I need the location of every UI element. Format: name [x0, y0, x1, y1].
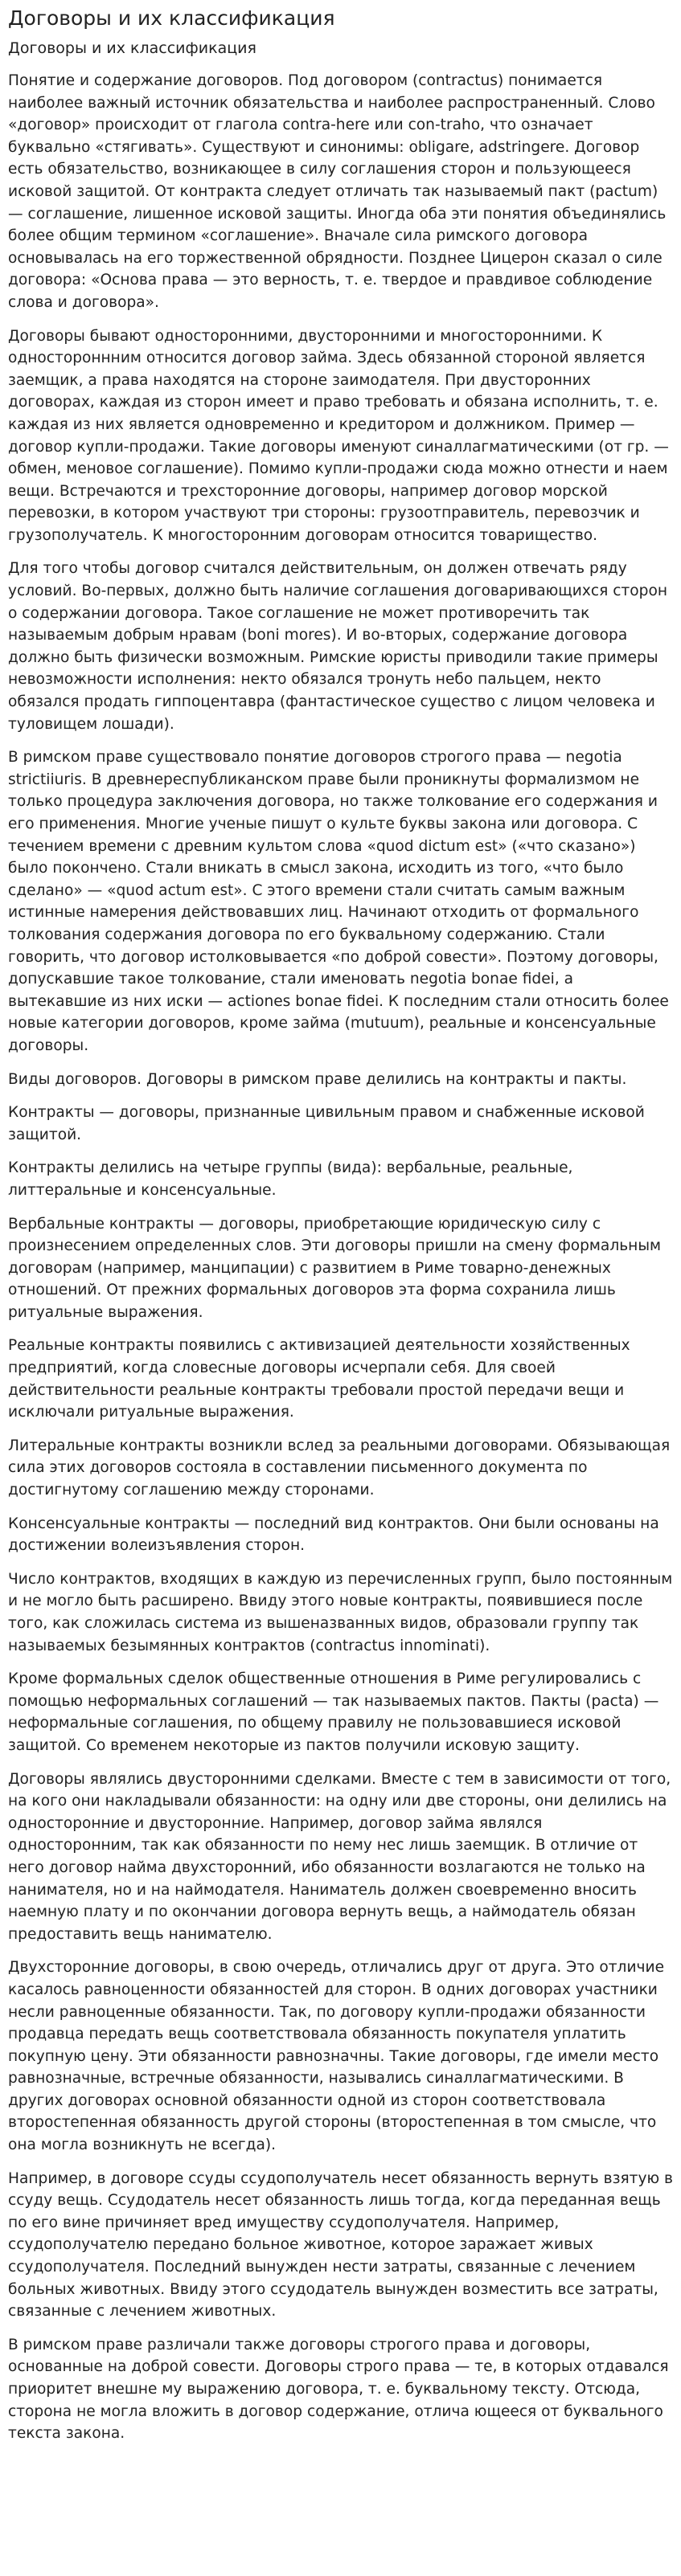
paragraph: Контракты — договоры, признанные цивильным правом и снабженные исковой защитой.: [8, 1104, 645, 1143]
paragraph: В римском праве различали также договоры строгого права и договоры, основанные на доброй совести. Договоры строго права — те, в которых отдавался приоритет внешне му выражению договора, т. е. буквальному тексту. Отсюда, сторона не могла вложить в договор содержание, отлича ющееся от буквального текста закона.: [8, 2336, 669, 2443]
paragraph: Литеральные контракты возникли вслед за реальными договорами. Обязывающая сила этих договоров состояла в составлении письменного документа по достигнутому соглашению между сторонами.: [8, 1437, 671, 1499]
paragraph: Договоры являлись двусторонними сделками. Вместе с тем в зависимости от того, на кого они накладывали обязанности: на одну или две стороны, они делились на односторонние и двусторонние. Например, договор займа являлся односторонним, так как обязанности по нему нес лишь заемщик. В отличие от него договор найма двухсторонний, ибо обязанности возлагаются не только на нанимателя, но и на наймодателя. Наниматель должен своевременно вносить наемную плату и по окончании договора вернуть вещь, а наймодатель обязан предоставить вещь нанимателю.: [8, 1770, 671, 1943]
paragraph: Вербальные контракты — договоры, приобретающие юридическую силу с произнесением определенных слов. Эти договоры пришли на смену формальным договорам (например, манципации) с развитием в Риме товарно-денежных отношений. От прежних формальных договоров эта форма сохранила лишь ритуальные выражения.: [8, 1215, 662, 1321]
article-subtitle: Договоры и их классификация: [8, 39, 256, 57]
paragraph: Договоры бывают односторонними, двусторонними и многосторонними. К одностороннним относится договор займа. Здесь обязанной стороной является заемщик, а права находятся на стороне заимодателя. При двусторонних договорах, каждая из сторон имеет и право требовать и обязана исполнить, т. е. каждая из них является одновременно и кредитором и должником. Пример — договор купли-продажи. Такие договоры именуют синаллагматическими (от гр. — обмен, меновое соглашение). Помимо купли-продажи сюда можно отнести и наем вещи. Встречаются и трехсторонние договоры, например договор морской перевозки, в котором участвуют три стороны: грузоотправитель, перевозчик и грузополучатель. К многосторонним договорам относится товарищество.: [8, 327, 669, 544]
paragraph: Двухсторонние договоры, в свою очередь, отличались друг от друга. Это отличие касалось равноценности обязанностей для сторон. В одних договорах участники несли равноценные обязанности. Так, по договору купли-продажи обязанности продавца передать вещь соответствовала обязанность покупателя уплатить покупную цену. Эти обязанности равнозначны. Такие договоры, где имели место равнозначные, встречные обязанности, назывались синаллагматическими. В других договорах основной обязанности одной из сторон соответствовала второстепенная обязанность другой стороны (второстепенная в том смысле, что она могла возникнуть не всегда).: [8, 1959, 665, 2154]
paragraph: Например, в договоре ссуды ссудополучатель несет обязанность вернуть взятую в ссуду вещь. Ссудодатель несет обязанность лишь тогда, когда переданная вещь по его вине причиняет вред имуществу ссудополучателя. Например, ссудополучателю передано больное животное, которое заражает живых ссудополучателя. Последний вынужден нести затраты, связанные с лечением больных животных. Ввиду этого ссудодатель вынужден возместить все затраты, связанные с лечением животных.: [8, 2169, 674, 2320]
paragraph: Число контрактов, входящих в каждую из перечисленных групп, было постоянным и не могло быть расширено. Ввиду этого новые контракты, появившиеся после того, как сложилась система из вышеназванных видов, образовали группу так называемых безымянных контрактов (contractus innominati).: [8, 1570, 673, 1654]
paragraph: Кроме формальных сделок общественные отношения в Риме регулировались с помощью неформальных соглашений — так называемых пактов. Пакты (pacta) — неформальные соглашения, по общему правилу не пользовавшиеся исковой защитой. Со временем некоторые из пактов получили исковую защиту.: [8, 1670, 659, 1754]
paragraph: Виды договоров. Договоры в римском праве делились на контракты и пакты.: [8, 1070, 627, 1088]
paragraph: В римском праве существовало понятие договоров строгого права — negotia strictiiuris. В древнереспубликанском праве были проникнуты формализмом не только процедура заключения договора, но также толкование его содержания и его применения. Многие ученые пишут о культе буквы закона или договора. С течением времени с древним культом слова «quod dictum est» («что сказано») было покончено. Стали вникать в смысл закона, исходить из того, «что было сделано» — «quod actum est». С этого времени стали считать самым важным истинные намерения действовавших лиц. Начинают отходить от формального толкования содержания договора по его буквальному содержанию. Стали говорить, что договор истолковывается «по доброй совести». Поэтому договоры, допускавшие такое толкование, стали именовать negotia bonae fidei, а вытекавшие из них иски — actiones bonae fidei. К последним стали относить более новые категории договоров, кроме займа (mutuum), реальные и консенсуальные договоры.: [8, 749, 669, 1054]
paragraph: Консенсуальные контракты — последний вид контрактов. Они были основаны на достижении волеизъявления сторон.: [8, 1515, 659, 1555]
paragraph: Для того чтобы договор считался действительным, он должен отвечать ряду условий. Во-первых, должно быть наличие соглашения договаривающихся сторон о содержании договора. Такое соглашение не может противоречить так называемым добрым нравам (boni mores). И во-вторых, содержание договора должно быть физически возможным. Римские юристы приводили такие примеры невозможности исполнения: некто обязался тронуть небо пальцем, некто обязался продать гиппоцентавра (фантастическое существо с лицом человека и туловищем лошади).: [8, 560, 667, 733]
paragraph: Понятие и содержание договоров. Под договором (contractus) понимается наиболее важный источник обязательства и наиболее распространенный. Слово «договор» происходит от глагола contra-here или con-traho, что означает буквально «стягивать». Существуют и синонимы: obligare, adstringere. Договор есть обязательство, возникающее в силу соглашения сторон и пользующееся исковой защитой. От контракта следует отличать так называемый пакт (pactum) — соглашение, лишенное исковой защиты. Иногда оба эти понятия объединялись более общим термином «соглашение». Вначале сила римского договора основывалась на его торжественной обрядности. Позднее Цицерон сказал о силе договора: «Основа права — это верность, т. е. твердое и правдивое соблюдение слова и договора».: [8, 72, 667, 311]
paragraph: Реальные контракты появились с активизацией деятельности хозяйственных предприятий, когда словесные договоры исчерпали себя. Для своей действительности реальные контракты требовали простой передачи вещи и исключали ритуальные выражения.: [8, 1337, 630, 1421]
paragraph: Контракты делились на четыре группы (вида): вербальные, реальные, литтеральные и консенсуальные.: [8, 1159, 573, 1199]
article-body: [8, 70, 673, 2445]
page-title: Договоры и их классификация: [8, 6, 335, 30]
